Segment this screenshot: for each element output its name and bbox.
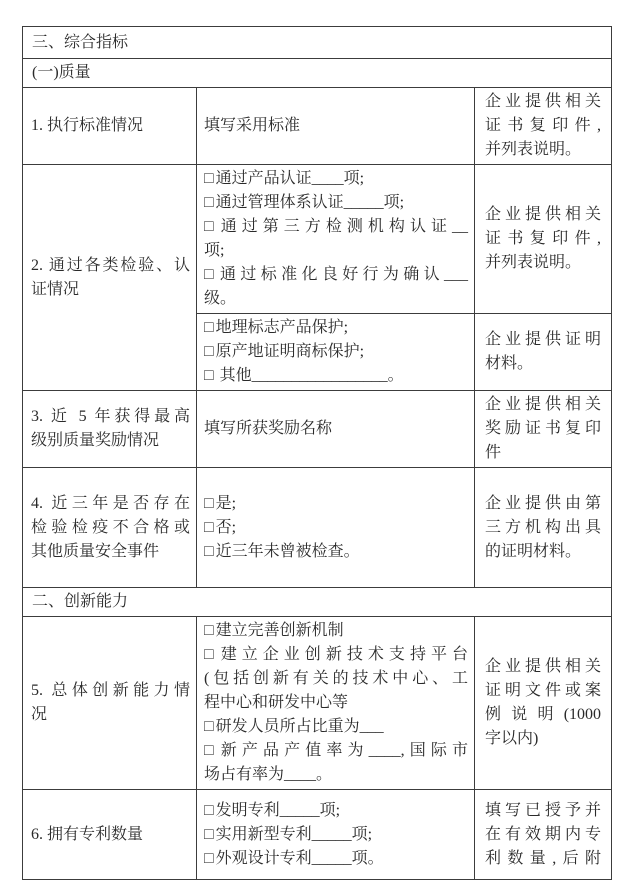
fill-in-cell[interactable]: [197, 617, 475, 790]
indicator-table: [22, 26, 612, 880]
option-label: 地理标志产品保护;: [215, 319, 349, 336]
checkbox-icon[interactable]: □: [204, 518, 214, 536]
section-row-quality: [23, 59, 612, 88]
text-line: 字以内): [485, 730, 539, 747]
checkbox-icon[interactable]: □: [204, 646, 219, 663]
indicator-name-cell: [23, 88, 197, 165]
section-title: 三、综合指标: [23, 27, 612, 59]
option-label: 其他_________________。: [215, 367, 404, 384]
checkbox-icon[interactable]: □: [204, 367, 214, 384]
text-line: 证书复印件,: [485, 117, 602, 134]
text-line: 证书复印件,: [485, 230, 602, 247]
text-line: 填写所获奖励名称: [204, 420, 333, 437]
checkbox-option-line: [204, 215, 468, 239]
checkbox-icon[interactable]: □: [204, 194, 214, 211]
indicator-name-cell: [23, 391, 197, 468]
checkbox-option-line: [204, 799, 468, 823]
option-label: 外观设计专利_____项。: [215, 849, 384, 867]
text-line: 况: [31, 706, 48, 723]
evidence-note-cell: [475, 88, 612, 165]
table-row-inspection-incidents: [23, 468, 612, 588]
checkbox-icon[interactable]: □: [204, 849, 214, 867]
evidence-note-cell: [475, 790, 612, 880]
table-row-certifications: [23, 165, 612, 314]
text-line: 5. 总体创新能力情: [31, 682, 190, 699]
option-label: 新产品产值率为____,国际市: [220, 742, 468, 759]
checkbox-icon[interactable]: □: [204, 718, 214, 735]
checkbox-option-line: [204, 316, 468, 340]
text-line: 2. 通过各类检验、认: [31, 256, 190, 274]
text-line: 项;: [204, 242, 225, 259]
text-line: 证明文件或案: [485, 682, 602, 699]
checkbox-icon[interactable]: □: [204, 622, 214, 639]
fill-in-cell[interactable]: [197, 790, 475, 880]
text-line: (包括创新有关的技术中心、工: [204, 670, 468, 687]
checkbox-option-line: [204, 643, 468, 667]
indicator-name-cell: [23, 617, 197, 790]
option-label: 建立完善创新机制: [215, 622, 344, 639]
indicator-name-cell: [23, 790, 197, 880]
option-label: 通过管理体系认证_____项;: [215, 194, 405, 211]
checkbox-icon[interactable]: □: [204, 825, 214, 843]
table-row-patents: [23, 790, 612, 880]
checkbox-option-line: [204, 715, 468, 739]
text-line: 在有效期内专: [485, 825, 602, 843]
checkbox-option-line: [204, 847, 468, 871]
text-line: 并列表说明。: [485, 141, 582, 158]
section-row-innovation: [23, 588, 612, 617]
checkbox-icon[interactable]: □: [204, 494, 214, 512]
text-line: 材料。: [485, 355, 534, 372]
section-row-comprehensive: [23, 27, 612, 59]
text-line: 检验检疫不合格或: [31, 518, 190, 536]
fill-in-cell[interactable]: [197, 88, 475, 165]
option-label: 通过第三方检测机构认证__: [220, 218, 468, 235]
fill-in-cell[interactable]: [197, 468, 475, 588]
text-line: 3. 近 5 年获得最高: [31, 408, 190, 425]
option-label: 否;: [215, 518, 237, 536]
checkbox-option-line: [204, 191, 468, 215]
checkbox-icon[interactable]: □: [204, 170, 214, 187]
evidence-note-cell: [475, 468, 612, 588]
option-label: 近三年未曾被检查。: [215, 542, 360, 560]
checkbox-option-line: [204, 823, 468, 847]
option-label: 实用新型专利_____项;: [215, 825, 373, 843]
text-line: 例说明(1000: [485, 706, 602, 723]
option-label: 研发人员所占比重为___: [215, 718, 384, 735]
text-line: 件: [485, 444, 502, 461]
option-label: 建立企业创新技术支持平台: [220, 646, 468, 663]
text-line: 级。: [204, 290, 237, 307]
fill-in-cell[interactable]: [197, 165, 475, 314]
text-line: 的证明材料。: [485, 542, 582, 560]
option-label: 是;: [215, 494, 237, 512]
checkbox-option-line: [204, 739, 468, 763]
fill-in-cell[interactable]: [197, 391, 475, 468]
checkbox-icon[interactable]: □: [204, 319, 214, 336]
checkbox-option-line: [204, 492, 468, 516]
evidence-note-cell: [475, 314, 612, 391]
text-line: 奖励证书复印: [485, 420, 602, 437]
text-line: 三方机构出具: [485, 518, 602, 536]
text-line: 1. 执行标准情况: [31, 117, 144, 134]
text-line: 企业提供相关: [485, 206, 602, 223]
option-label: 发明专利_____项;: [215, 801, 341, 819]
checkbox-icon[interactable]: □: [204, 218, 219, 235]
text-line: 企业提供证明: [485, 331, 602, 348]
section-title: 二、创新能力: [23, 588, 612, 617]
indicator-name-cell: [23, 165, 197, 391]
text-line: 企业提供由第: [485, 494, 602, 512]
indicator-name-cell: [23, 468, 197, 588]
text-line: 其他质量安全事件: [31, 542, 160, 560]
checkbox-option-line: [204, 263, 468, 287]
checkbox-icon[interactable]: □: [204, 343, 214, 360]
checkbox-option-line: [204, 167, 468, 191]
table-row-quality-awards: [23, 391, 612, 468]
option-label: 通过产品认证____项;: [215, 170, 365, 187]
option-label: 通过标准化良好行为确认___: [220, 266, 468, 283]
checkbox-icon[interactable]: □: [204, 266, 219, 283]
option-label: 原产地证明商标保护;: [215, 343, 365, 360]
text-line: 证情况: [31, 280, 80, 298]
text-line: 并列表说明。: [485, 254, 582, 271]
table-row-innovation-ability: [23, 617, 612, 790]
checkbox-option-line: [204, 540, 468, 564]
checkbox-option-line: [204, 340, 468, 364]
text-line: 填写已授予并: [485, 801, 602, 819]
checkbox-option-line: [204, 516, 468, 540]
text-line: 4. 近三年是否存在: [31, 494, 190, 512]
text-line: 程中心和研发中心等: [204, 694, 349, 711]
evidence-note-cell: [475, 391, 612, 468]
evidence-note-cell: [475, 617, 612, 790]
text-line: 填写采用标准: [204, 117, 301, 134]
checkbox-icon[interactable]: □: [204, 742, 219, 759]
checkbox-option-line: [204, 364, 468, 388]
text-line: 企业提供相关: [485, 93, 602, 110]
text-line: 场占有率为____。: [204, 766, 333, 783]
checkbox-icon[interactable]: □: [204, 801, 214, 819]
fill-in-cell[interactable]: [197, 314, 475, 391]
text-line: 利数量,后附: [485, 849, 602, 867]
checkbox-option-line: [204, 619, 468, 643]
table-row-standard: [23, 88, 612, 165]
subsection-title: (一)质量: [23, 59, 612, 88]
checkbox-icon[interactable]: □: [204, 542, 214, 560]
text-line: 企业提供相关: [485, 396, 602, 413]
text-line: 企业提供相关: [485, 658, 602, 675]
evidence-note-cell: [475, 165, 612, 314]
text-line: 级别质量奖励情况: [31, 432, 160, 449]
text-line: 6. 拥有专利数量: [31, 825, 144, 843]
